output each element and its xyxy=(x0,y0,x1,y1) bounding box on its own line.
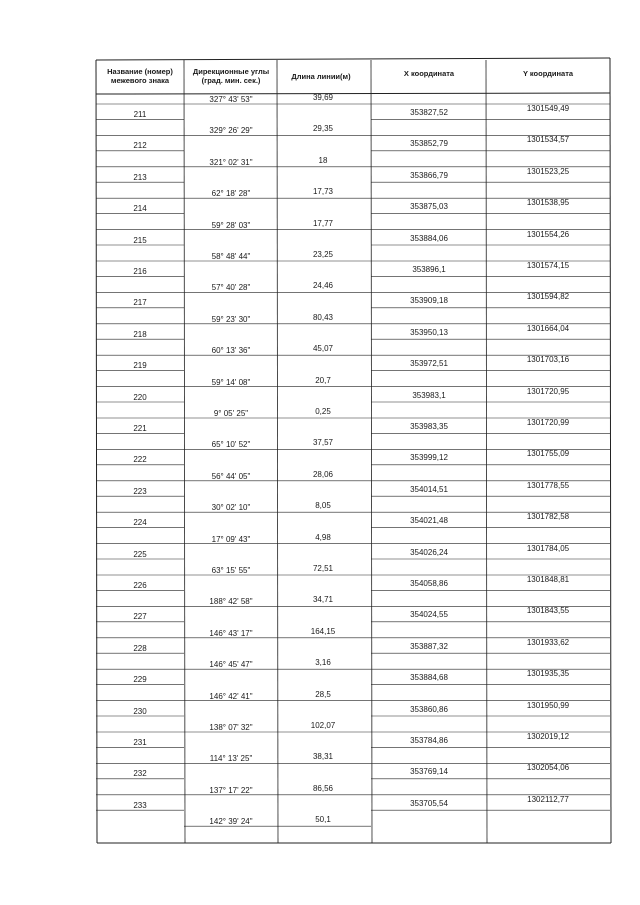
y-coordinate: 1301784,05 xyxy=(526,543,570,553)
direction-angle: 59° 23' 30" xyxy=(211,314,251,324)
x-coordinate: 353983,1 xyxy=(412,390,446,400)
y-coordinate: 1301950,99 xyxy=(526,700,570,710)
line-length: 20,7 xyxy=(315,375,331,385)
y-coordinate: 1301703,16 xyxy=(526,355,570,365)
line-length: 37,57 xyxy=(312,438,334,448)
line-length: 28,5 xyxy=(315,689,331,699)
y-coordinate: 1301664,04 xyxy=(526,323,570,333)
point-name: 224 xyxy=(133,518,147,528)
x-coordinate: 354026,24 xyxy=(410,547,448,557)
point-name: 221 xyxy=(133,424,147,433)
point-name: 222 xyxy=(133,455,147,465)
x-coordinate: 353983,35 xyxy=(410,422,448,431)
y-coordinate: 1301538,95 xyxy=(526,198,570,208)
direction-angle: 65° 10' 52" xyxy=(211,440,251,450)
point-name: 216 xyxy=(133,267,147,276)
point-name: 211 xyxy=(133,110,147,119)
grid-line xyxy=(96,58,610,60)
grid-line xyxy=(184,60,185,843)
direction-angle: 137° 17' 22" xyxy=(209,785,253,795)
header-x-coordinate: Х координата xyxy=(403,69,455,78)
y-coordinate: 1301594,82 xyxy=(526,292,570,302)
line-length: 4,98 xyxy=(315,532,331,542)
grid-line xyxy=(610,58,611,843)
x-coordinate: 353860,86 xyxy=(410,704,448,714)
direction-angle: 57° 40' 28" xyxy=(211,283,251,293)
direction-angle: 146° 42' 41" xyxy=(209,691,253,701)
x-coordinate: 353887,32 xyxy=(410,641,448,651)
direction-angle: 114° 13' 25" xyxy=(209,754,253,764)
direction-angle: 58° 48' 44" xyxy=(211,252,251,261)
point-name: 231 xyxy=(133,738,147,747)
y-coordinate: 1301755,09 xyxy=(526,449,570,459)
line-length: 38,31 xyxy=(312,752,334,762)
line-length: 29,35 xyxy=(312,124,334,134)
x-coordinate: 353950,13 xyxy=(410,327,448,337)
x-coordinate: 353866,79 xyxy=(410,170,448,180)
header-point-name: Название (номер) межевого знака xyxy=(107,67,173,85)
direction-angle: 138° 07' 32" xyxy=(209,723,253,732)
x-coordinate: 353896,1 xyxy=(412,265,446,274)
line-length: 24,46 xyxy=(312,281,334,291)
line-length: 164,15 xyxy=(310,626,336,636)
direction-angle: 146° 43' 17" xyxy=(209,628,253,638)
x-coordinate: 354021,48 xyxy=(410,516,448,526)
x-coordinate: 353769,14 xyxy=(410,767,448,777)
y-coordinate: 1302112,77 xyxy=(527,794,569,804)
point-name: 219 xyxy=(133,361,147,371)
line-length: 39,69 xyxy=(312,93,334,102)
direction-angle: 62° 18' 28" xyxy=(211,189,251,199)
y-coordinate: 1302054,06 xyxy=(526,763,570,773)
direction-angle: 146° 45' 47" xyxy=(209,660,253,670)
x-coordinate: 354014,51 xyxy=(410,484,448,494)
x-coordinate: 353784,86 xyxy=(410,736,448,745)
direction-angle: 9° 05' 25" xyxy=(213,409,249,418)
point-name: 213 xyxy=(133,172,147,182)
x-coordinate: 353705,54 xyxy=(410,798,448,808)
header-line-length: Длина линии(м) xyxy=(291,72,351,81)
header-direction-angle: Дирекционные углы (град. мин. сек.) xyxy=(192,67,270,85)
y-coordinate: 1301933,62 xyxy=(526,637,570,647)
line-length: 80,43 xyxy=(312,312,334,322)
line-length: 8,05 xyxy=(315,501,331,511)
line-length: 50,1 xyxy=(315,815,331,825)
point-name: 217 xyxy=(133,298,147,308)
direction-angle: 56° 44' 05" xyxy=(211,471,251,481)
line-length: 17,77 xyxy=(312,218,334,228)
y-coordinate: 1301534,57 xyxy=(526,135,570,145)
direction-angle: 59° 14' 08" xyxy=(211,377,251,387)
y-coordinate: 1301782,58 xyxy=(526,512,570,522)
header-y-coordinate: Y координата xyxy=(522,69,574,78)
y-coordinate: 1301523,25 xyxy=(526,166,570,176)
point-name: 233 xyxy=(133,800,147,810)
point-name: 223 xyxy=(133,486,147,496)
point-name: 226 xyxy=(133,581,147,590)
point-name: 212 xyxy=(133,141,147,151)
direction-angle: 188° 42' 58" xyxy=(209,597,253,607)
line-length: 28,06 xyxy=(312,469,334,479)
y-coordinate: 1301720,95 xyxy=(526,386,570,396)
direction-angle: 59° 28' 03" xyxy=(211,220,251,230)
line-length: 86,56 xyxy=(312,783,334,793)
y-coordinate: 1302019,12 xyxy=(526,732,570,741)
y-coordinate: 1301720,99 xyxy=(526,418,570,427)
direction-angle: 60° 13' 36" xyxy=(211,346,251,356)
line-length: 17,73 xyxy=(312,187,334,197)
y-coordinate: 1301848,81 xyxy=(526,575,570,584)
y-coordinate: 1301554,26 xyxy=(526,229,570,239)
point-name: 232 xyxy=(133,769,147,779)
y-coordinate: 1301935,35 xyxy=(526,669,570,679)
x-coordinate: 353884,68 xyxy=(410,673,448,683)
point-name: 229 xyxy=(133,675,147,685)
direction-angle: 17° 09' 43" xyxy=(211,534,251,544)
direction-angle: 329° 26' 29" xyxy=(209,126,253,136)
point-name: 230 xyxy=(133,706,147,716)
line-length: 0,25 xyxy=(315,407,331,416)
point-name: 218 xyxy=(133,329,147,339)
point-name: 228 xyxy=(133,643,147,653)
direction-angle: 30° 02' 10" xyxy=(211,503,251,513)
y-coordinate: 1301574,15 xyxy=(526,261,570,270)
point-name: 220 xyxy=(133,392,147,402)
grid-line xyxy=(277,60,278,843)
line-length: 23,25 xyxy=(312,250,334,259)
direction-angle: 321° 02' 31" xyxy=(209,157,253,167)
point-name: 227 xyxy=(133,612,147,622)
direction-angle: 327° 43' 53" xyxy=(209,95,253,104)
point-name: 214 xyxy=(133,204,147,214)
x-coordinate: 353852,79 xyxy=(410,139,448,149)
x-coordinate: 353884,06 xyxy=(410,233,448,243)
line-length: 102,07 xyxy=(310,721,336,730)
line-length: 34,71 xyxy=(312,595,334,605)
y-coordinate: 1301843,55 xyxy=(526,606,570,616)
x-coordinate: 353875,03 xyxy=(410,202,448,212)
y-coordinate: 1301778,55 xyxy=(526,480,570,490)
point-name: 215 xyxy=(133,235,147,245)
x-coordinate: 354024,55 xyxy=(410,610,448,620)
x-coordinate: 354058,86 xyxy=(410,579,448,588)
x-coordinate: 353972,51 xyxy=(410,359,448,369)
line-length: 72,51 xyxy=(312,564,334,573)
direction-angle: 142° 39' 24" xyxy=(209,817,253,827)
line-length: 18 xyxy=(318,155,328,165)
x-coordinate: 353827,52 xyxy=(410,108,448,117)
point-name: 225 xyxy=(133,549,147,559)
x-coordinate: 353909,18 xyxy=(410,296,448,306)
x-coordinate: 353999,12 xyxy=(410,453,448,463)
y-coordinate: 1301549,49 xyxy=(526,104,570,113)
line-length: 45,07 xyxy=(312,344,334,354)
direction-angle: 63° 15' 55" xyxy=(211,566,251,575)
line-length: 3,16 xyxy=(315,658,331,668)
